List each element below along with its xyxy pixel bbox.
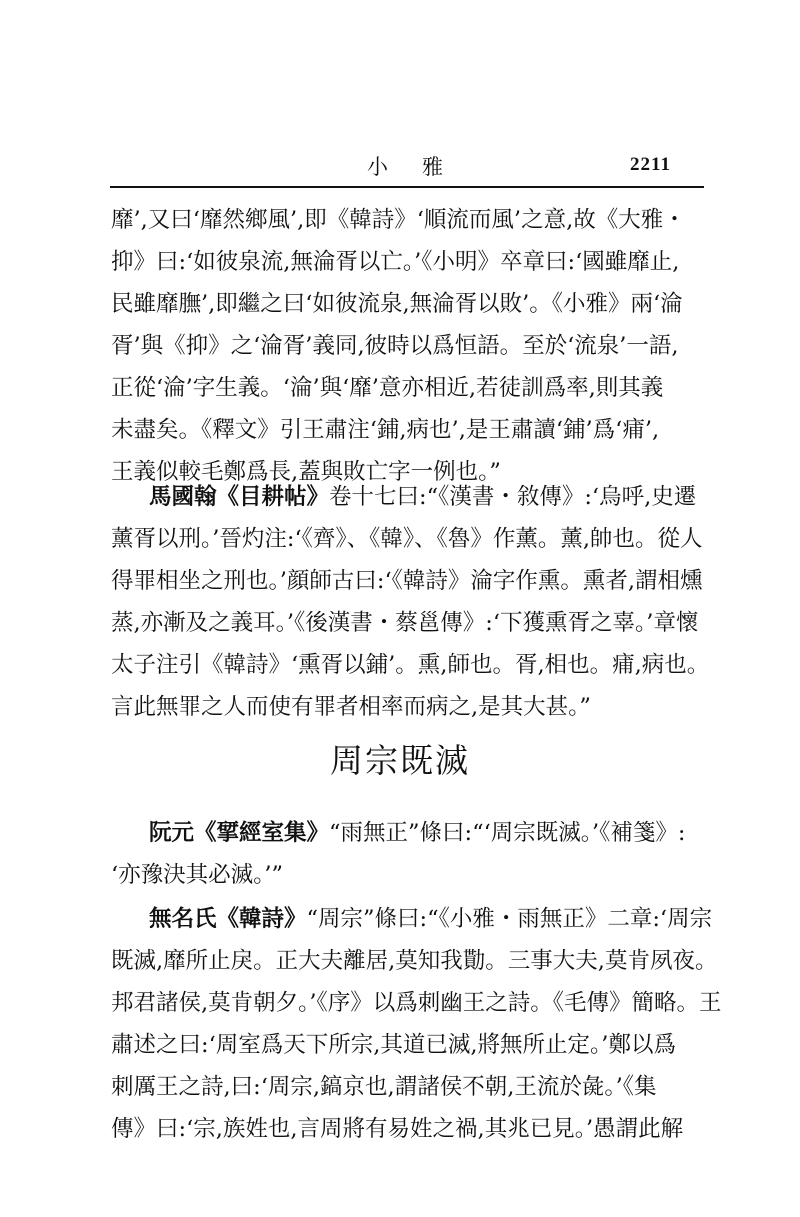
text-line: 薰胥以刑。’晉灼注:‘《齊》、《韓》、《魯》作薰。薰,帥也。從人 — [111, 526, 703, 552]
page-number: 2211 — [630, 154, 671, 175]
text-line: 民雖靡膴’,即繼之曰‘如彼流泉,無淪胥以敗’。《小雅》兩‘淪 — [111, 291, 683, 317]
text-line — [111, 898, 713, 940]
header-rule — [110, 186, 704, 188]
paragraph-lead-source: 馬國翰《目耕帖》 — [149, 484, 330, 510]
paragraph-lead-source: 阮元《揅經室集》 — [149, 820, 330, 846]
text-line: 邦君諸侯,莫肯朝夕。’《序》以爲刺幽王之詩。《毛傳》簡略。王 — [111, 990, 722, 1016]
text-line: 抑》曰:‘如彼泉流,無淪胥以亡。’《小明》卒章曰:‘國雖靡止, — [111, 249, 680, 275]
text-line: 未盡矣。《釋文》引王肅注‘鋪,病也’,是王肅讀‘鋪’爲‘痡’, — [111, 417, 660, 443]
running-title: 小雅 — [367, 155, 477, 179]
text-span: “周宗”條曰:“《小雅・雨無正》二章:‘周宗 — [306, 906, 713, 932]
text-line: 正從‘淪’字生義。‘淪’與‘靡’意亦相近,若徒訓爲率,則其義 — [111, 375, 664, 401]
text-line: 肅述之曰:‘周室爲天下所宗,其道已滅,將無所止定。’鄭以爲 — [111, 1032, 676, 1058]
text-line: 胥’與《抑》之‘淪胥’義同,彼時以爲恒語。至於‘流泉’一語, — [111, 333, 679, 359]
paragraph-anonymous — [111, 898, 722, 1150]
text-line: 刺厲王之詩,曰:‘周宗,鎬京也,謂諸侯不朝,王流於彘。’《集 — [111, 1074, 657, 1100]
text-line: ‘亦豫決其必滅。’” — [111, 862, 284, 888]
text-line: 靡’,又曰‘靡然鄉風’,即《韓詩》‘順流而風’之意,故《大雅・ — [111, 207, 686, 233]
text-line: 言此無罪之人而使有罪者相率而病之,是其大甚。” — [111, 694, 591, 720]
text-span: “雨無正”條曰:“‘周宗既滅。’《補箋》: — [329, 820, 686, 846]
text-line: 蒸,亦漸及之義耳。’《後漢書・蔡邕傳》:‘下獲熏胥之辜。’章懷 — [111, 610, 699, 636]
text-line: 王義似較毛鄭爲長,蓋與敗亡字一例也。” — [111, 459, 501, 485]
text-line: 得罪相坐之刑也。’顔師古曰:‘《韓詩》淪字作熏。熏者,謂相燻 — [111, 568, 703, 594]
text-line: 既滅,靡所止戾。正大夫離居,莫知我勩。三事大夫,莫肯夙夜。 — [111, 948, 718, 974]
paragraph-ruan-yuan — [111, 812, 701, 896]
paragraph-continuation — [111, 199, 701, 493]
paragraph-ma-guohan — [111, 476, 710, 728]
text-line: 傳》曰:‘宗,族姓也,言周將有易姓之禍,其兆已見。’愚謂此解 — [111, 1116, 684, 1142]
text-line — [111, 812, 701, 854]
text-line — [111, 476, 701, 518]
paragraph-lead-source: 無名氏《韓詩》 — [149, 906, 307, 932]
section-heading: 周宗既滅 — [330, 741, 470, 780]
text-line: 太子注引《韓詩》‘熏胥以鋪’。熏,師也。胥,相也。痡,病也。 — [111, 652, 710, 678]
text-span: 卷十七曰:“《漢書・敘傳》:‘烏呼,史遷 — [329, 484, 697, 510]
